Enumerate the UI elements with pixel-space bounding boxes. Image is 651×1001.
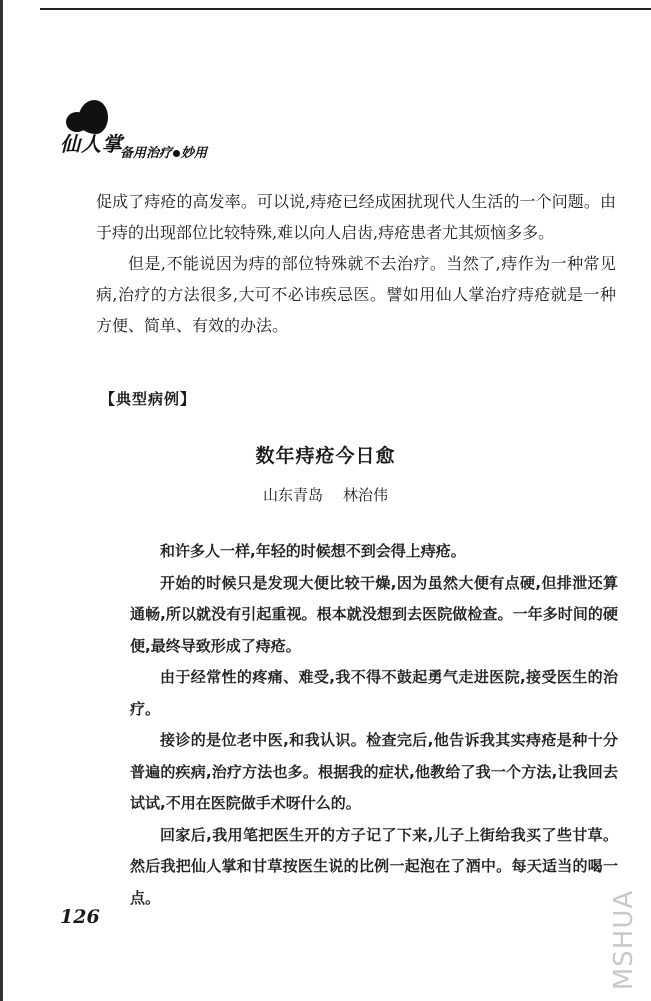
article-byline [0,484,651,505]
article-body [130,536,618,914]
article-paragraph: 回家后,我用笔把医生开的方子记了下来,儿子上街给我买了些甘草。然后我把仙人掌和甘草按医生说的比例一起泡在了酒中。每天适当的喝一点。 [130,825,618,907]
header-rule [40,8,651,10]
logo-dot-icon [173,150,180,157]
watermark [604,885,644,995]
byline-author: 林治伟 [343,486,389,504]
page-number: 126 [60,906,100,928]
intro-paragraph: 促成了痔疮的高发率。可以说,痔疮已经成困扰现代人生活的一个问题。由于痔的出现部位比较特殊,难以向人启齿,痔疮患者尤其烦恼多多。 [96,192,616,242]
logo-subtitle-left: 备用治疗 [120,146,173,161]
byline-place: 山东青岛 [262,486,323,504]
logo-subtitle-right: 妙用 [181,146,208,161]
article-paragraph: 接诊的是位老中医,和我认识。检查完后,他告诉我其实痔疮是种十分普遍的疾病,治疗方法也多。根据我的症状,他教给了我一个方法,让我回去试试,不用在医院做手术呀什么的。 [130,731,618,812]
article-paragraph: 开始的时候只是发现大便比较干燥,因为虽然大便有点硬,但排泄还算通畅,所以就没有引起重视。根本就没想到去医院做检查。一年多时间的硬便,最终导致形成了痔疮。 [130,573,618,655]
intro-text [96,186,616,341]
logo-title: 仙人掌 [60,132,123,156]
article-paragraph: 和许多人一样,年轻的时候想不到会得上痔疮。 [160,542,466,560]
article-title: 数年痔疮今日愈 [255,445,396,467]
section-heading: 【典型病例】 [100,390,197,408]
intro-paragraph: 但是,不能说因为痔的部位特殊就不去治疗。当然了,痔作为一种常见病,治疗的方法很多,大可不必讳疾忌医。譬如用仙人掌治疗痔疮就是一种方便、简单、有效的办法。 [96,254,616,335]
watermark-text: MSHUA [609,889,639,991]
article-paragraph: 由于经常性的疼痛、难受,我不得不鼓起勇气走进医院,接受医生的治疗。 [130,668,618,718]
logo-subtitle [120,142,207,161]
